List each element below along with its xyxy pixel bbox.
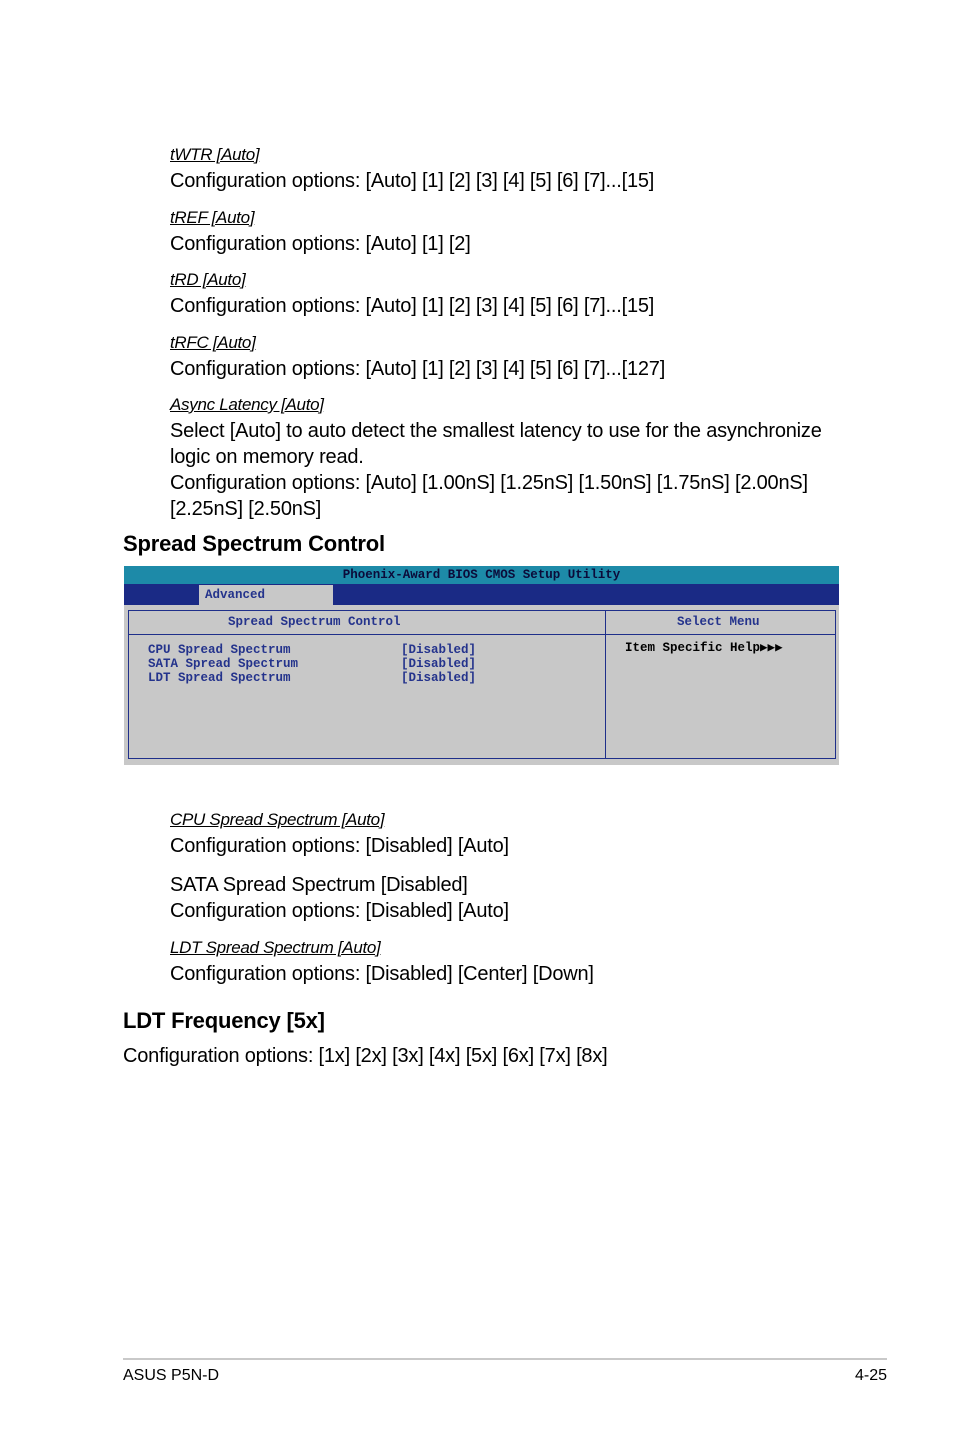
bios-value-ldt-spread-spectrum[interactable]: [Disabled] (401, 671, 477, 685)
section-title-ldt-frequency: LDT Frequency [5x] (123, 1008, 325, 1033)
item-heading-trd: tRD [Auto] (170, 270, 246, 289)
item-options-trd: Configuration options: [Auto] [1] [2] [3] [4] [5] [6] [7]...[15] (170, 295, 655, 317)
bios-help-text: Item Specific Help▶▶▶ (625, 641, 783, 655)
bios-panel-divider (605, 610, 606, 759)
item-options-tref: Configuration options: [Auto] [1] [2] (170, 233, 471, 255)
item-heading-twtr: tWTR [Auto] (170, 145, 260, 164)
item-heading-async-latency: Async Latency [Auto] (170, 395, 324, 414)
bios-panel-title: Spread Spectrum Control (228, 615, 401, 629)
item-options-async-latency: Configuration options: [Auto] [1.00nS] [1.25nS] [1.50nS] [1.75nS] [2.00nS] (170, 472, 808, 494)
bios-title-bar: Phoenix-Award BIOS CMOS Setup Utility (124, 566, 839, 584)
item-heading-cpu-spread: CPU Spread Spectrum [Auto] (170, 810, 385, 829)
bios-item-ldt-spread-spectrum[interactable]: LDT Spread Spectrum (148, 671, 291, 685)
item-options-async-latency-cont: [2.25nS] [2.50nS] (170, 498, 322, 520)
item-description-line: Select [Auto] to auto detect the smallest latency to use for the asynchronize (170, 420, 822, 442)
bios-value-cpu-spread-spectrum[interactable]: [Disabled] (401, 643, 477, 657)
item-heading-tref: tREF [Auto] (170, 208, 255, 227)
bios-tab-advanced[interactable]: Advanced (199, 585, 333, 605)
item-heading-ldt-spread: LDT Spread Spectrum [Auto] (170, 938, 381, 957)
item-options-trfc: Configuration options: [Auto] [1] [2] [3] [4] [5] [6] [7]...[127] (170, 358, 666, 380)
section-title-spread-spectrum: Spread Spectrum Control (123, 531, 385, 556)
bios-help-title: Select Menu (677, 615, 760, 629)
footer-page-number: 4-25 (854, 1367, 887, 1384)
item-options-twtr: Configuration options: [Auto] [1] [2] [3] [4] [5] [6] [7]...[15] (170, 170, 655, 192)
bios-panel-header-rule (128, 634, 836, 635)
item-heading-sata-spread: SATA Spread Spectrum [Disabled] (170, 874, 468, 896)
item-description-line: logic on memory read. (170, 446, 364, 468)
item-options-sata-spread: Configuration options: [Disabled] [Auto] (170, 900, 509, 922)
item-options-ldt-spread: Configuration options: [Disabled] [Center] [Down] (170, 963, 594, 985)
footer-product-name: ASUS P5N-D (123, 1367, 220, 1384)
bios-screenshot (124, 566, 839, 765)
item-options-cpu-spread: Configuration options: [Disabled] [Auto] (170, 835, 509, 857)
item-heading-trfc: tRFC [Auto] (170, 333, 256, 352)
bios-item-cpu-spread-spectrum[interactable]: CPU Spread Spectrum (148, 643, 291, 657)
bios-item-sata-spread-spectrum[interactable]: SATA Spread Spectrum (148, 657, 299, 671)
bios-value-sata-spread-spectrum[interactable]: [Disabled] (401, 657, 477, 671)
footer-rule (123, 1358, 887, 1360)
ldt-frequency-options: Configuration options: [1x] [2x] [3x] [4x] [5x] [6x] [7x] [8x] (123, 1045, 608, 1067)
